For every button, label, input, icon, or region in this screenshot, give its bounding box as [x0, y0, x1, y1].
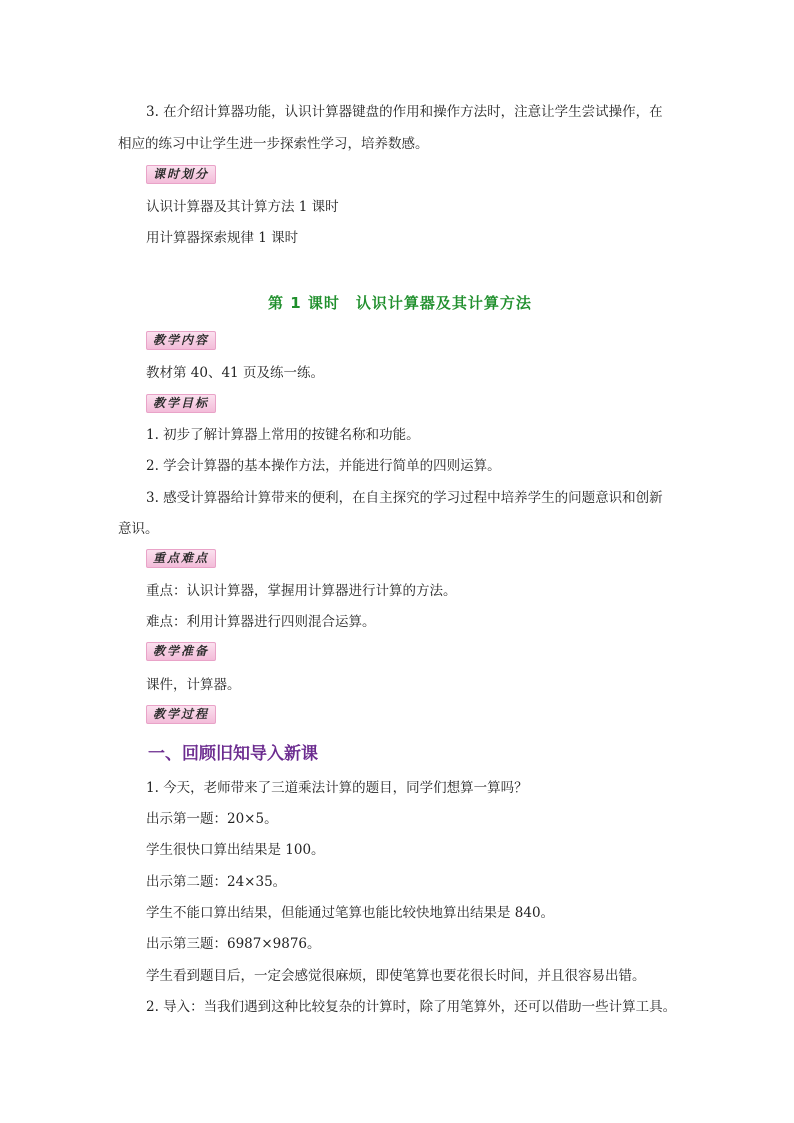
goal-2: 2. 学会计算器的基本操作方法，并能进行简单的四则运算。 [146, 458, 501, 474]
section-line: 学生看到题目后，一定会感觉很麻烦，即使笔算也要花很长时间，并且很容易出错。 [146, 968, 646, 984]
content-badge: 教学内容 [146, 331, 216, 350]
keypoint-2: 难点：利用计算器进行四则混合运算。 [146, 614, 376, 630]
goal-1: 1. 初步了解计算器上常用的按键名称和功能。 [146, 427, 420, 443]
goals-badge: 教学目标 [146, 394, 216, 413]
intro-item3-line2: 相应的练习中让学生进一步探索性学习，培养数感。 [118, 136, 429, 152]
keypoint-1: 重点：认识计算器，掌握用计算器进行计算的方法。 [146, 583, 457, 599]
section-line: 出示第三题：6987×9876。 [146, 936, 321, 952]
section-line: 学生不能口算出结果，但能通过笔算也能比较快地算出结果是 840。 [146, 905, 555, 921]
section-heading: 一、回顾旧知导入新课 [148, 744, 318, 764]
section-line: 2. 导入：当我们遇到这种比较复杂的计算时，除了用笔算外，还可以借助一些计算工具。 [146, 999, 677, 1015]
process-badge: 教学过程 [146, 705, 216, 724]
schedule-line-1: 认识计算器及其计算方法 1 课时 [146, 199, 339, 215]
goal-3-continued: 意识。 [118, 521, 159, 537]
prep-badge: 教学准备 [146, 642, 216, 661]
schedule-line-2: 用计算器探索规律 1 课时 [146, 230, 299, 246]
intro-item3-line1: 3. 在介绍计算器功能，认识计算器键盘的作用和操作方法时，注意让学生尝试操作，在 [146, 104, 663, 120]
section-line: 1. 今天，老师带来了三道乘法计算的题目，同学们想算一算吗？ [146, 780, 528, 796]
prep-text: 课件，计算器。 [146, 677, 241, 693]
lesson-title: 第 1 课时 认识计算器及其计算方法 [268, 294, 532, 312]
schedule-badge: 课时划分 [146, 165, 216, 184]
section-line: 出示第二题：24×35。 [146, 874, 287, 890]
section-line: 出示第一题：20×5。 [146, 811, 278, 827]
goal-3: 3. 感受计算器给计算带来的便利，在自主探究的学习过程中培养学生的问题意识和创新 [146, 490, 663, 506]
content-text: 教材第 40、41 页及练一练。 [146, 365, 324, 381]
keypoints-badge: 重点难点 [146, 549, 216, 568]
section-line: 学生很快口算出结果是 100。 [146, 842, 325, 858]
